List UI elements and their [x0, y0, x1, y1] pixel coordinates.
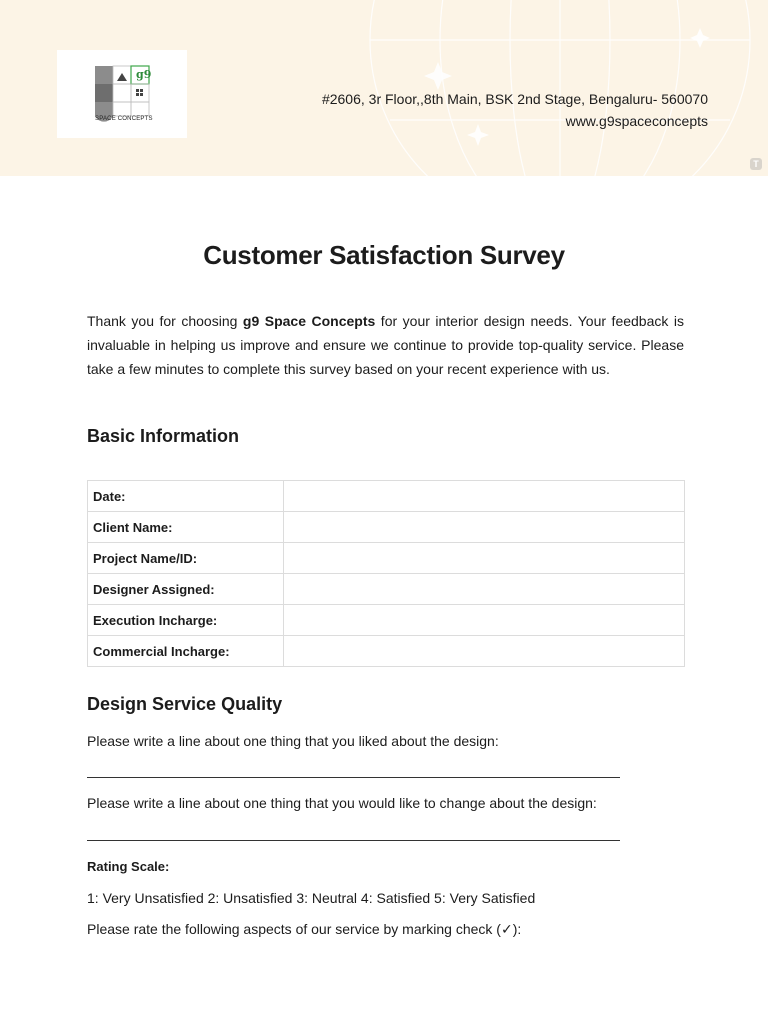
intro-text-end: for your interior design needs. Your feedback is invaluable in helping us improve and ensure we continue to provide top-quality service. Please take a few minutes to complete this survey based on your recent experience with us.	[87, 313, 684, 377]
table-row	[88, 636, 685, 667]
rating-instruction: Please rate the following aspects of our service by marking check (✓):	[87, 921, 522, 937]
basic-info-heading: Basic Information	[87, 426, 240, 446]
company-logo	[57, 50, 187, 138]
template-badge-icon: T	[750, 158, 762, 170]
table-row	[88, 481, 685, 512]
page-title: Customer Satisfaction Survey	[203, 240, 565, 270]
field-label: Execution Incharge:	[88, 605, 284, 636]
field-value-designer[interactable]	[284, 574, 685, 605]
company-name: g9 Space Concepts	[242, 313, 376, 329]
table-row	[88, 605, 685, 636]
field-label: Designer Assigned:	[88, 574, 284, 605]
address-line: #2606, 3r Floor,,8th Main, BSK 2nd Stage, Bengaluru- 560070	[321, 91, 708, 107]
field-value-date[interactable]	[284, 481, 685, 512]
website-link[interactable]: www.g9spaceconcepts	[565, 113, 708, 129]
answer-line-liked[interactable]	[87, 777, 620, 778]
intro-paragraph	[87, 309, 684, 381]
rating-scale-heading: Rating Scale:	[87, 859, 170, 874]
question-liked: Please write a line about one thing that you liked about the design:	[87, 733, 499, 749]
table-row	[88, 512, 685, 543]
field-label: Commercial Incharge:	[88, 636, 284, 667]
design-quality-heading: Design Service Quality	[87, 694, 283, 714]
field-value-client-name[interactable]	[284, 512, 685, 543]
field-value-project-id[interactable]	[284, 543, 685, 574]
field-value-execution-incharge[interactable]	[284, 605, 685, 636]
intro-text-start: Thank you for choosing	[87, 313, 243, 329]
question-change: Please write a line about one thing that you would like to change about the design:	[87, 795, 597, 811]
field-label: Client Name:	[88, 512, 284, 543]
table-row	[88, 574, 685, 605]
field-label: Project Name/ID:	[88, 543, 284, 574]
logo-caption: SPACE CONCEPTS	[95, 116, 153, 122]
company-address	[322, 88, 708, 132]
logo-mark	[57, 50, 187, 138]
rating-scale-legend: 1: Very Unsatisfied 2: Unsatisfied 3: Neutral 4: Satisfied 5: Very Satisfied	[87, 890, 536, 906]
field-value-commercial-incharge[interactable]	[284, 636, 685, 667]
svg-text:g9: g9	[136, 68, 152, 81]
table-row	[88, 543, 685, 574]
basic-info-table	[87, 480, 685, 667]
answer-line-change[interactable]	[87, 840, 620, 841]
page-header	[0, 0, 768, 176]
field-label: Date:	[88, 481, 284, 512]
